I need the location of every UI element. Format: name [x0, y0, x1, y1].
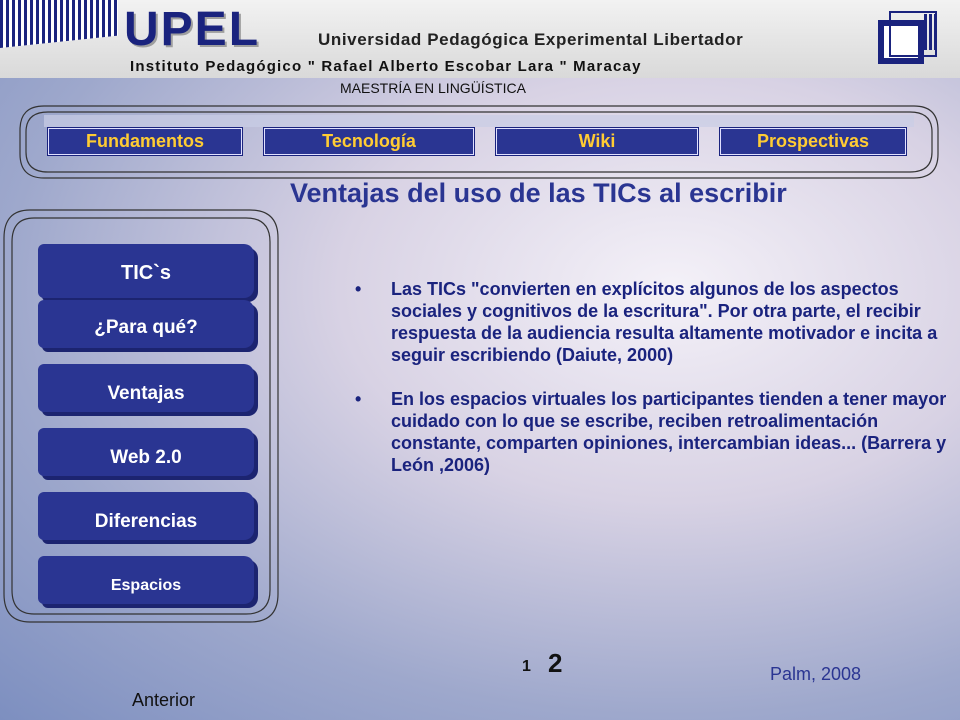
page-link-1[interactable]: 1 [522, 658, 531, 675]
side-nav-para-que[interactable]: ¿Para qué? [38, 300, 254, 348]
side-nav-ventajas[interactable]: Ventajas [38, 364, 254, 412]
side-nav-tics[interactable]: TIC`s [38, 244, 254, 298]
bullet-item [355, 278, 955, 366]
banner-stripes [0, 0, 118, 48]
side-nav-web20[interactable]: Web 2.0 [38, 428, 254, 476]
upel-logo: UPEL [124, 3, 261, 56]
previous-link[interactable]: Anterior [132, 690, 196, 710]
bullet-text: Las TICs "convierten en explícitos algunos de los aspectos sociales y cognitivos de la escritura". Por otra parte, el recibir respuesta de la audiencia resulta altamente motivador e incita a seguir escribiendo (Daiute, 2000) [391, 279, 938, 365]
bullet-symbol: • [355, 389, 362, 409]
bullet-item [355, 388, 955, 476]
university-name: Universidad Pedagógica Experimental Libertador [318, 30, 744, 49]
bullet-text: En los espacios virtuales los participantes tienden a tener mayor cuidado con lo que se escribe, reciben retroalimentación constante, comparten opiniones, intercambian ideas... (Barrera y León ,2006) [391, 389, 947, 475]
nav-fundamentos[interactable]: Fundamentos [48, 128, 242, 155]
page-title: Ventajas del uso de las TICs al escribir [290, 178, 787, 208]
nav-tecnologia[interactable]: Tecnología [264, 128, 474, 155]
nav-prospectivas[interactable]: Prospectivas [720, 128, 906, 155]
content-body [355, 278, 955, 498]
credit-text: Palm, 2008 [770, 664, 862, 684]
program-subtitle: MAESTRÍA EN LINGÜÍSTICA [340, 80, 526, 96]
institute-name: Instituto Pedagógico " Rafael Alberto Escobar Lara " Maracay [130, 58, 642, 75]
emblem-icon [876, 6, 944, 66]
header-banner [0, 0, 960, 78]
page-link-2[interactable]: 2 [548, 648, 563, 678]
bullet-symbol: • [355, 279, 362, 299]
nav-wiki[interactable]: Wiki [496, 128, 698, 155]
side-nav-diferencias[interactable]: Diferencias [38, 492, 254, 540]
side-nav-espacios[interactable]: Espacios [38, 556, 254, 604]
